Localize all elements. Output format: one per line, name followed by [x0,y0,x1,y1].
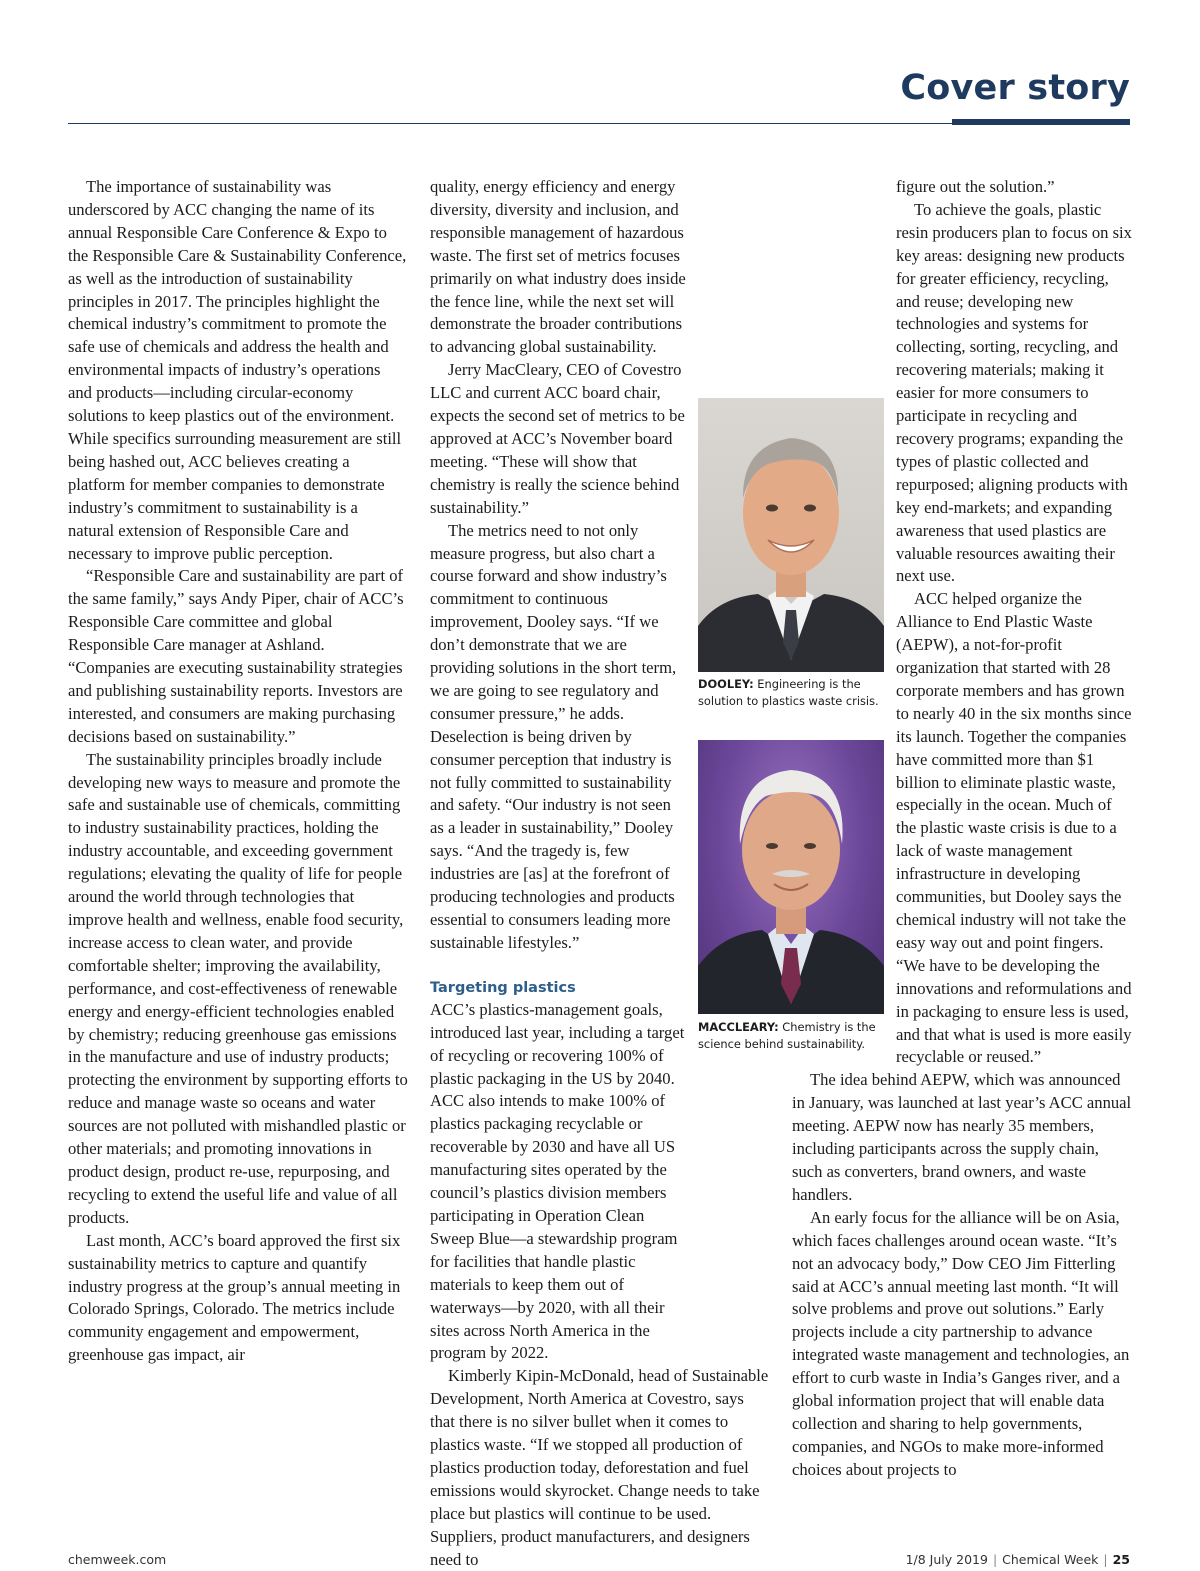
footer-folio [906,1552,1130,1567]
column-1 [68,176,408,1367]
paragraph: “Responsible Care and sustainability are part of the same family,” says Andy Piper, chair of ACC’s Responsible Care committee and global Responsible Care manager at Ashland. “Companies are executing sustainability strategies and publishing sustainability reports. Investors are interested, and consumers are making purchasing decisions based on sustainability.” [68,566,404,746]
maccleary-portrait [698,740,884,1014]
section-title: Cover story [900,68,1130,108]
caption-name: DOOLEY: [698,677,754,691]
paragraph: Jerry MacCleary, CEO of Covestro LLC and current ACC board chair, expects the second set of metrics to be approved at ACC’s November board meeting. “These will show that chemistry is really the science behind sustainability.” [430,360,685,517]
dooley-portrait-drawing [698,398,884,672]
dooley-caption [698,676,890,709]
paragraph: Last month, ACC’s board approved the first six sustainability metrics to capture and quantify industry progress at the group’s annual meeting in Colorado Springs, Colorado. The metrics include community engagement and empowerment, greenhouse gas impact, air [68,1230,401,1365]
paragraph: quality, energy efficiency and energy diversity, diversity and inclusion, and responsible management of hazardous waste. The first set of metrics focuses primarily on what industry does inside the fence line, while the next set will demonstrate the broader contributions to advancing global sustainability. [430,177,686,357]
maccleary-portrait-drawing [698,740,884,1014]
footer-separator: | [1103,1552,1108,1567]
paragraph: Kimberly Kipin-McDonald, head of Sustainable Development, North America at Covestro, says that there is no silver bullet when it comes to plastics waste. “If we stopped all production of plastics production today, deforestation and fuel emissions would skyrocket. Change needs to take place but plastics will continue to be used. Suppliers, product manufacturers, and designers need to [430,1366,769,1569]
caption-text: Engineering is the solution to plastics waste crisis. [698,677,879,708]
footer-site: chemweek.com [68,1552,167,1567]
footer-separator: | [992,1552,998,1567]
paragraph: To achieve the goals, plastic resin producers plan to focus on six key areas: designing new products for greater efficiency, recycling, and reuse; developing new technologies and systems for collecting, sorting, recycling, and recovering materials; making it easier for more consumers to participate in recycling and recovery programs; expanding the types of plastic collected and repurposed; aligning products with key end-markets; and expanding awareness that used plastics are valuable resources awaiting their next use. [896,199,1132,586]
subheading: Targeting plastics [430,979,576,996]
paragraph: ACC’s plastics-management goals, introduced last year, including a target of recycling or recovering 100% of plastic packaging in the US by 2040. ACC also intends to make 100% of plastics packaging recyclable or recoverable by 2030 and have all US manufacturing sites operated by the council’s plastics division members participating in Operation Clean Sweep Blue—a stewardship program for facilities that handle plastic materials to keep them out of waterways—by 2020, with all their sites across North America in the program by 2022. [430,999,685,1363]
paragraph: The importance of sustainability was underscored by ACC changing the name of its annual Responsible Care Conference & Expo to the Responsible Care & Sustainability Conference, as well as the introduction of sustainability principles in 2017. The principles highlight the chemical industry’s commitment to promote the safe use of chemicals and address the health and environmental impacts of industry’s operations and products—including circular-economy solutions to keep plastics out of the environment. While specifics surrounding measurement are still being hashed out, ACC believes creating a platform for member companies to demonstrate industry’s commitment to sustainability is a natural extension of Responsible Care and necessary to improve public perception. [68,177,407,563]
page-number: 25 [1112,1552,1130,1567]
paragraph: The metrics need to not only measure progress, but also chart a course forward and show industry’s commitment to continuous improvement, Dooley says. “If we don’t demonstrate that we are providing solutions in the short term, we are going to see regulatory and consumer pressure,” he adds. Deselection is being driven by consumer perception that industry is not fully committed to sustainability and safety. “Our industry is not seen as a leader in sustainability,” Dooley says. “And the tragedy is, few industries are [as] at the forefront of producing technologies and products essential to consumers leading more sustainable lifestyles.” [430,520,677,952]
footer-date: 1/8 July 2019 [905,1552,988,1567]
paragraph: The sustainability principles broadly include developing new ways to measure and promote the safe and sustainable use of chemicals, committing to industry sustainability practices, holding the industry accountable, and exceeding government regulations; elevating the quality of life for people around the world through technologies that improve health and wellness, enable food security, increase access to clean water, and provide comfortable shelter; improving the availability, performance, and cost-effectiveness of renewable energy and energy-efficient technologies enabled by chemistry; reducing greenhouse gas emissions in the manufacture and use of industry products; protecting the environment by supporting efforts to reduce and manage waste so oceans and water sources are not polluted with mishandled plastic or other materials; and promoting innovations in product design, product re-use, repurposing, and recycling to extend the useful life and value of all products. [68,749,408,1227]
photo-wrap-spacer [688,1012,770,1332]
header-accent-bar [952,119,1130,125]
footer-publication: Chemical Week [1002,1552,1099,1567]
paragraph: The idea behind AEPW, which was announced in January, was launched at last year’s ACC annual meeting. AEPW now has nearly 35 members, including participants across the supply chain, such as converters, brand owners, and waste handlers. [792,1070,1132,1204]
caption-name: MACCLEARY: [698,1020,779,1034]
paragraph: An early focus for the alliance will be on Asia, which faces challenges around ocean waste. “It’s not an advocacy body,” Dow CEO Jim Fitterling said at ACC’s annual meeting last month. “It will solve problems and prove out solutions.” Early projects include a city partnership to advance integrated waste management and technologies, an effort to curb waste in India’s Ganges river, and a global information project that will enable data collection and sharing to help governments, companies, and NGOs to make more-informed choices about projects to [792,1207,1130,1479]
dooley-portrait [698,398,884,672]
caption-text: Chemistry is the science behind sustainability. [698,1020,876,1051]
maccleary-caption [698,1019,890,1052]
paragraph: figure out the solution.” [896,177,1055,196]
paragraph: ACC helped organize the Alliance to End Plastic Waste (AEPW), a not-for-profit organization that started with 28 corporate members and has grown to nearly 40 in the six months since its launch. Together the companies have committed more than $1 billion to eliminate plastic waste, especially in the ocean. Much of the plastic waste crisis is due to a lack of waste management infrastructure in developing communities, but Dooley says the chemical industry will not take the easy way out and point fingers. “We have to be developing the innovations and reformulations and in packaging to ensure less is used, and that what is used is more easily recyclable or reused.” [896,589,1132,1067]
